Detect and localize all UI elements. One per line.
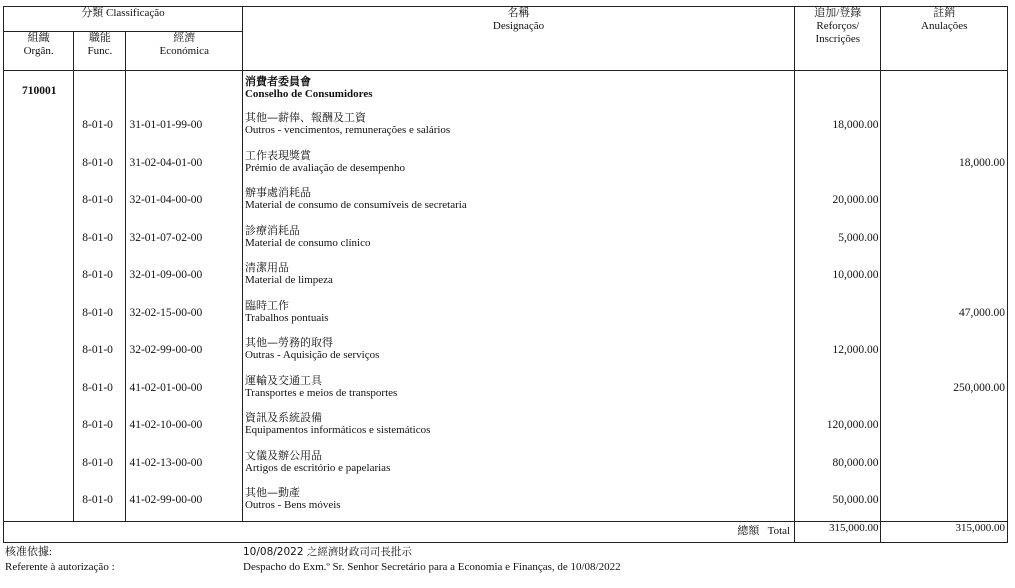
designation-entry: [245, 111, 450, 137]
total-label-pt: Total: [767, 525, 791, 537]
designation-zh: 運輸及交通工具: [244, 373, 322, 387]
designation-zh: 其他—薪俸、報酬及工資: [244, 111, 366, 124]
reforco-value: 10,000.00: [832, 269, 879, 281]
econ-header-zh: 經濟: [173, 32, 196, 44]
total-anulacoes: 315,000.00: [881, 522, 1008, 543]
anulacoes-header-zh: 註銷: [933, 7, 956, 19]
designation-zh: 工作表現獎賞: [244, 148, 311, 162]
organ-code: 710001: [22, 85, 57, 97]
designation-zh: 臨時工作: [244, 298, 289, 312]
reforco-value: 80,000.00: [832, 456, 879, 469]
func-code: 8-01-0: [82, 194, 113, 206]
econ-code: 31-02-04-01-00: [129, 156, 203, 169]
func-code: 8-01-0: [82, 419, 113, 431]
func-code: 8-01-0: [82, 456, 113, 469]
func-column: [74, 71, 126, 522]
reforco-value: 12,000.00: [832, 344, 879, 356]
econ-code: 31-01-01-99-00: [129, 119, 203, 131]
econ-code: 32-01-07-02-00: [129, 231, 203, 244]
reforcos-header-pt2: Inscrições: [815, 33, 861, 45]
designation-zh: 清潔用品: [244, 261, 289, 274]
econ-code: 41-02-99-00-00: [129, 494, 203, 506]
designation-pt: Outros - vencimentos, remunerações e salários: [244, 124, 451, 136]
designation-entry: [245, 224, 371, 250]
budget-table: [3, 6, 1008, 543]
designation-pt: Outros - Bens móveis: [244, 499, 341, 511]
designation-column: [242, 71, 794, 522]
designation-entry: [245, 486, 341, 512]
reforco-value: 50,000.00: [832, 494, 879, 506]
func-header-zh: 職能: [88, 32, 111, 44]
func-code: 8-01-0: [82, 381, 113, 394]
anulacoes-header: [881, 7, 1008, 71]
designation-header-pt: Designação: [492, 20, 545, 32]
designation-pt: Equipamentos informáticos e sistemáticos: [244, 424, 431, 436]
organ-header-pt: Orgân.: [23, 45, 54, 57]
designation-header-zh: 名稱: [507, 7, 530, 19]
total-label-zh: 總額: [737, 524, 760, 537]
organ-name-zh: 消費者委員會: [244, 75, 311, 88]
func-code: 8-01-0: [82, 306, 113, 319]
econ-header: [126, 32, 242, 71]
func-code: 8-01-0: [82, 119, 113, 131]
func-code: 8-01-0: [82, 344, 113, 356]
designation-pt: Artigos de escritório e papelarias: [244, 461, 391, 474]
econ-header-pt: Económica: [159, 45, 209, 57]
designation-pt: Prémio de avaliação de desempenho: [244, 161, 406, 174]
econ-column: [126, 71, 242, 522]
econ-code: 32-01-09-00-00: [129, 269, 203, 281]
designation-header: [242, 7, 794, 71]
designation-entry: [245, 149, 405, 175]
designation-entry: [245, 299, 329, 325]
anulacao-value: 47,000.00: [959, 306, 1005, 319]
reforco-value: 5,000.00: [838, 231, 879, 244]
designation-entry: [245, 186, 467, 212]
econ-code: 32-02-15-00-00: [129, 306, 203, 319]
designation-pt: Transportes e meios de transportes: [244, 386, 398, 399]
auth-label-zh: 核准依據:: [5, 546, 53, 558]
econ-code: 41-02-10-00-00: [129, 419, 203, 431]
func-header-pt: Func.: [87, 45, 113, 57]
designation-entry: [245, 374, 397, 400]
reforcos-header-zh: 追加/登錄: [814, 7, 862, 19]
designation-pt: Material de consumo de consumíveis de secretaria: [244, 199, 467, 211]
func-code: 8-01-0: [82, 494, 113, 506]
func-header: [74, 32, 126, 71]
econ-code: 32-02-99-00-00: [129, 344, 203, 356]
designation-entry: [245, 411, 430, 437]
organ-name-pt: Conselho de Consumidores: [244, 88, 373, 100]
econ-code: 32-01-04-00-00: [129, 194, 203, 206]
designation-zh: 其他—動產: [244, 486, 300, 499]
func-code: 8-01-0: [82, 231, 113, 244]
econ-code: 41-02-13-00-00: [129, 456, 203, 469]
designation-zh: 其他—勞務的取得: [244, 336, 333, 349]
auth-text-zh: 10/08/2022 之經濟財政司司長批示: [243, 546, 412, 558]
designation-zh: 辦事處消耗品: [244, 186, 311, 199]
designation-pt: Material de consumo clínico: [244, 236, 371, 249]
classification-header: 分類 Classificação: [4, 7, 243, 32]
anulacoes-header-pt: Anulações: [921, 20, 968, 32]
organ-name: [245, 75, 373, 101]
reforco-value: 120,000.00: [826, 419, 879, 431]
econ-code: 41-02-01-00-00: [129, 381, 203, 394]
designation-entry: [245, 261, 333, 287]
designation-pt: Outras - Aquisição de serviços: [244, 349, 380, 361]
header-row-1: [4, 7, 1008, 32]
reforcos-header: [795, 7, 881, 71]
auth-label-pt: Referente à autorização :: [5, 561, 115, 573]
auth-text-pt: Despacho do Exm.º Sr. Senhor Secretário para a Economia e Finanças, de 10/08/2022: [243, 561, 621, 573]
designation-entry: [245, 449, 390, 475]
reforcos-column: [795, 71, 881, 522]
total-row: [4, 522, 1008, 543]
anulacoes-column: [881, 71, 1008, 522]
anulacao-value: 18,000.00: [959, 156, 1005, 169]
designation-zh: 診療消耗品: [244, 223, 300, 237]
func-code: 8-01-0: [82, 269, 113, 281]
designation-entry: [245, 336, 379, 362]
organ-header: [4, 32, 74, 71]
anulacao-value: 250,000.00: [953, 381, 1005, 394]
designation-zh: 文儀及辦公用品: [244, 448, 322, 462]
designation-pt: Trabalhos pontuais: [244, 311, 329, 324]
func-code: 8-01-0: [82, 156, 113, 169]
total-label: [4, 522, 795, 543]
body-row: [4, 71, 1008, 522]
total-reforcos: 315,000.00: [795, 522, 881, 543]
reforco-value: 20,000.00: [832, 194, 879, 206]
designation-pt: Material de limpeza: [244, 274, 333, 286]
reforcos-header-pt1: Reforços/: [816, 20, 860, 32]
organ-column: [4, 71, 74, 522]
reforco-value: 18,000.00: [832, 119, 879, 131]
organ-header-zh: 組織: [27, 32, 50, 44]
designation-zh: 資訊及系統設備: [244, 411, 322, 424]
